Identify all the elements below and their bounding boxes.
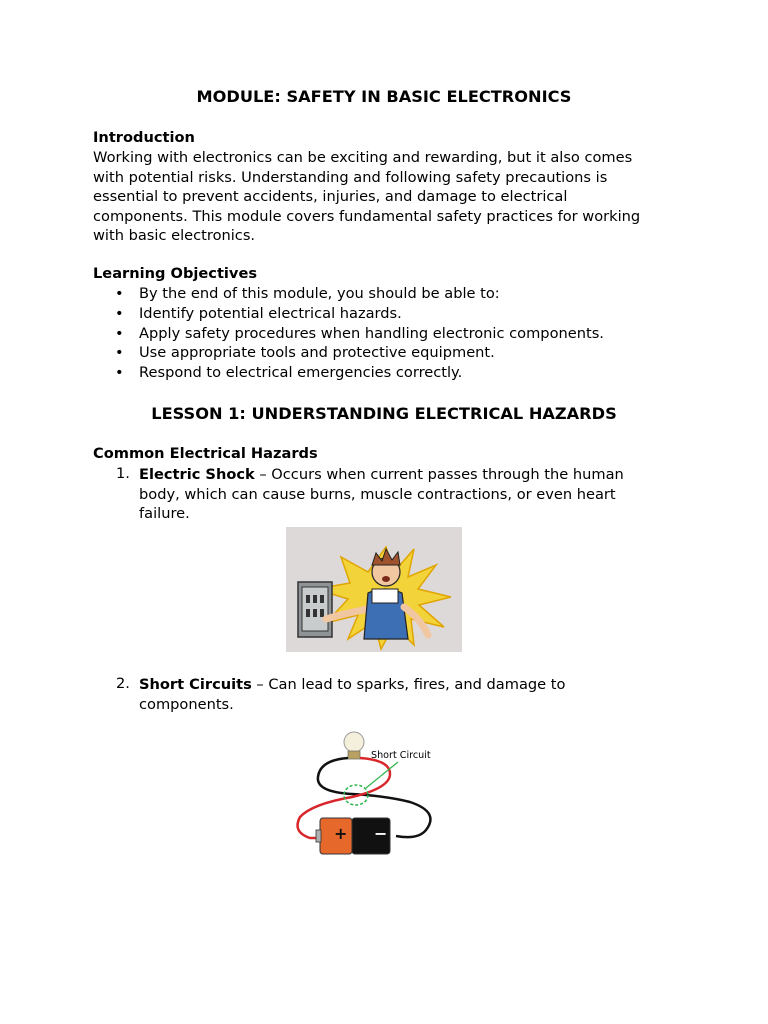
bullet-icon: • <box>115 344 124 361</box>
battery-minus-label: − <box>374 824 388 843</box>
hazard-item-electric-shock <box>139 465 624 524</box>
short-circuit-label: Short Circuit <box>371 750 431 761</box>
hazard-term: Short Circuits <box>139 676 252 693</box>
hazard-line <box>139 675 565 695</box>
hazard-term: Electric Shock <box>139 466 255 483</box>
introduction-paragraph <box>93 148 693 246</box>
intro-line: with potential risks. Understanding and following safety precautions is <box>93 168 608 186</box>
list-number: 1. <box>116 465 130 482</box>
bullet-icon: • <box>115 325 124 342</box>
electric-shock-illustration <box>286 527 462 652</box>
intro-line: essential to prevent accidents, injuries, and damage to electrical <box>93 188 568 206</box>
hazard-description: body, which can cause burns, muscle contractions, or even heart <box>139 485 616 503</box>
bullet-icon: • <box>115 305 124 322</box>
intro-line: with basic electronics. <box>93 227 256 245</box>
hazards-subheading: Common Electrical Hazards <box>93 445 318 462</box>
battery-plus-label: + <box>334 824 348 843</box>
module-title: MODULE: SAFETY IN BASIC ELECTRONICS <box>196 87 572 106</box>
intro-line: components. This module covers fundamental safety practices for working <box>93 207 641 225</box>
list-item: By the end of this module, you should be able to: <box>139 285 500 302</box>
list-item: Respond to electrical emergencies correctly. <box>139 364 463 381</box>
hazard-description: failure. <box>139 505 190 523</box>
hazard-item-short-circuits <box>139 675 565 714</box>
list-item: Identify potential electrical hazards. <box>139 305 402 322</box>
hazard-description: – Can lead to sparks, fires, and damage to <box>251 676 566 693</box>
bullet-icon: • <box>115 285 124 302</box>
intro-line: Working with electronics can be exciting and rewarding, but it also comes <box>93 149 633 166</box>
introduction-heading: Introduction <box>93 129 195 146</box>
short-circuit-diagram <box>290 722 436 862</box>
lesson-title: LESSON 1: UNDERSTANDING ELECTRICAL HAZARDS <box>151 404 617 423</box>
bullet-icon: • <box>115 364 124 381</box>
hazard-description: – Occurs when current passes through the human <box>254 466 624 483</box>
list-number: 2. <box>116 675 130 692</box>
objectives-heading: Learning Objectives <box>93 265 258 282</box>
list-item: Apply safety procedures when handling electronic components. <box>139 325 604 342</box>
hazard-description: components. <box>139 695 234 713</box>
hazard-line <box>139 465 624 485</box>
list-item: Use appropriate tools and protective equipment. <box>139 344 495 361</box>
